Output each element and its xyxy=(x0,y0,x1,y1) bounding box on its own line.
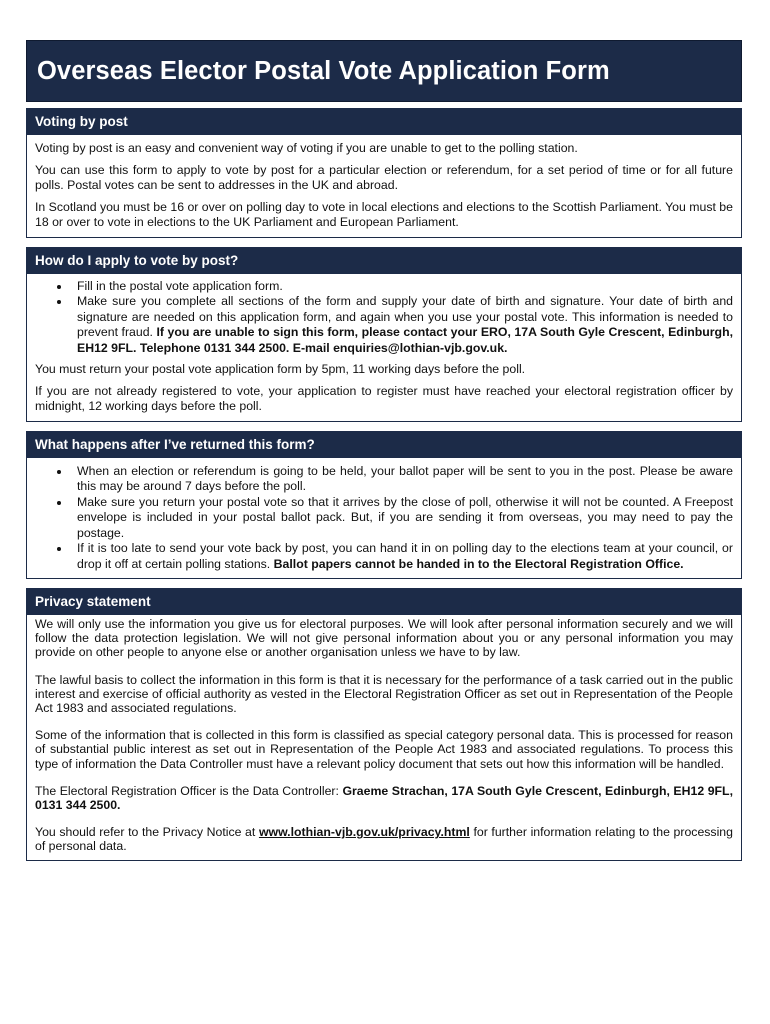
paragraph: Some of the information that is collected in this form is classified as special category personal data. This is processed for reason of substantial public interest as set out in Representation of the People Act 1983 and associated regulations. To process this type of information the Data Controller must have a relevant policy document that sets out how this information will be handled. xyxy=(35,728,733,771)
paragraph: In Scotland you must be 16 or over on polling day to vote in local elections and elections to the Scottish Parliament. You must be 18 or over to vote in elections to the UK Parliament and European Parliament. xyxy=(35,199,733,229)
page-title: Overseas Elector Postal Vote Application Form xyxy=(37,57,610,85)
paragraph: You can use this form to apply to vote by post for a particular election or referendum, for a set period of time or for all future polls. Postal votes can be sent to addresses in the UK and abroad. xyxy=(35,162,733,192)
section-heading: What happens after I’ve returned this form? xyxy=(27,432,741,458)
section-privacy-statement xyxy=(26,588,742,861)
paragraph: The lawful basis to collect the information in this form is that it is necessary for the performance of a task carried out in the public interest and exercise of official authority as vested in the Electoral Registration Officer as set out in Representation of the People Act 1983 and associated regulations. xyxy=(35,672,733,716)
section-heading: Voting by post xyxy=(27,109,741,135)
paragraph: Voting by post is an easy and convenient way of voting if you are unable to get to the polling station. xyxy=(35,141,578,155)
ballot-notice: Ballot papers cannot be handed in to the Electoral Registration Office. xyxy=(273,556,684,571)
list-item: • Fill in the postal vote application form. xyxy=(71,279,733,295)
section-after-return xyxy=(26,431,742,580)
paragraph: You must return your postal vote application form by 5pm, 11 working days before the poll. xyxy=(35,362,526,376)
list-item: • When an election or referendum is going to be held, your ballot paper will be sent to you in the post. Please be aware this may be around 7 days before the poll. xyxy=(71,464,733,495)
list-item: • Make sure you complete all sections of the form and supply your date of birth and signature. Your date of birth and signature are needed on this application form, and again when you use your postal vote. This information is needed to prevent fraud. If you are unable to sign this form, please contact your ERO, 17A South Gyle Crescent, Edinburgh, EH12 9FL. Telephone 0131 344 2500. E-mail enquiries@lothian-vjb.gov.uk. xyxy=(71,294,733,356)
form-page xyxy=(26,40,742,861)
paragraph: If you are not already registered to vote, your application to register must have reached your electoral registration officer by midnight, 12 working days before the poll. xyxy=(35,383,733,413)
title-bar xyxy=(26,40,742,102)
section-how-to-apply xyxy=(26,247,742,422)
list-item: • If it is too late to send your vote back by post, you can hand it in on polling day to the elections team at your council, or drop it off at certain polling stations. Ballot papers cannot be handed in to the Electoral Registration Office. xyxy=(71,541,733,572)
data-controller: Graeme Strachan, 17A South Gyle Crescent, Edinburgh, EH12 9FL, 0131 344 2500. xyxy=(35,783,733,813)
section-heading: Privacy statement xyxy=(27,589,741,615)
paragraph: The Electoral Registration Officer is the Data Controller: Graeme Strachan, 17A South Gyle Crescent, Edinburgh, EH12 9FL, 0131 344 2500. xyxy=(35,783,733,813)
section-heading: How do I apply to vote by post? xyxy=(27,248,741,274)
paragraph: You should refer to the Privacy Notice at www.lothian-vjb.gov.uk/privacy.html for further information relating to the processing of personal data. xyxy=(35,825,733,854)
paragraph: We will only use the information you give us for electoral purposes. We will look after personal information securely and we will follow the data protection legislation. We will not give personal information about you or any personal information you may provide on other people to anyone else or another organisation unless we have to by law. xyxy=(35,617,733,660)
bullet-list xyxy=(35,279,733,357)
privacy-notice-link[interactable]: www.lothian-vjb.gov.uk/privacy.html xyxy=(258,825,470,840)
list-item: • Make sure you return your postal vote so that it arrives by the close of poll, otherwise it will not be counted. A Freepost envelope is included in your postal ballot pack. But, if you are sending it from overseas, you may need to pay the postage. xyxy=(71,495,733,542)
bullet-list xyxy=(35,464,733,573)
section-voting-by-post xyxy=(26,108,742,238)
contact-info: If you are unable to sign this form, please contact your ERO, 17A South Gyle Crescent, Edinburgh, EH12 9FL. Telephone 0131 344 2500. E-mail enquiries@lothian-vjb.gov.uk. xyxy=(77,325,733,355)
